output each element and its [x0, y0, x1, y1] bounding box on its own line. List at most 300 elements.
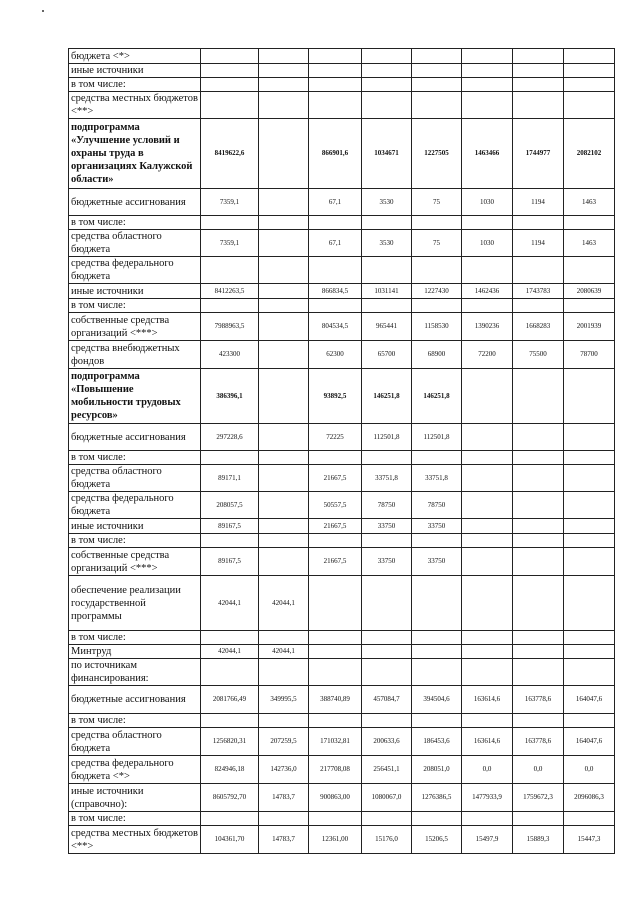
- value-cell: 14783,7: [259, 826, 309, 854]
- value-cell: [309, 64, 362, 78]
- value-cell: 21667,5: [309, 519, 362, 534]
- row-label: средства областного бюджета: [69, 465, 201, 492]
- value-cell: 423300: [201, 341, 259, 369]
- value-cell: [259, 714, 309, 728]
- value-cell: 67,1: [309, 230, 362, 257]
- value-cell: [259, 492, 309, 519]
- row-label: подпрограмма «Улучшение условий и охраны труда в организациях Калужской области»: [69, 119, 201, 189]
- table-row: [69, 826, 615, 854]
- row-label: бюджетные ассигнования: [69, 189, 201, 216]
- value-cell: [462, 645, 513, 659]
- value-cell: [201, 257, 259, 284]
- value-cell: 163778,6: [513, 728, 564, 756]
- row-label: средства местных бюджетов <**>: [69, 92, 201, 119]
- value-cell: [513, 576, 564, 631]
- value-cell: [412, 714, 462, 728]
- value-cell: 1030: [462, 189, 513, 216]
- value-cell: 208057,5: [201, 492, 259, 519]
- value-cell: 78750: [412, 492, 462, 519]
- value-cell: [259, 369, 309, 424]
- value-cell: [259, 465, 309, 492]
- value-cell: [564, 576, 615, 631]
- value-cell: [513, 49, 564, 64]
- value-cell: 75: [412, 189, 462, 216]
- value-cell: 2096086,3: [564, 784, 615, 812]
- value-cell: 65700: [362, 341, 412, 369]
- value-cell: 33751,8: [412, 465, 462, 492]
- value-cell: 14783,7: [259, 784, 309, 812]
- value-cell: 200633,6: [362, 728, 412, 756]
- value-cell: [513, 465, 564, 492]
- value-cell: [513, 216, 564, 230]
- value-cell: [412, 49, 462, 64]
- value-cell: [362, 451, 412, 465]
- row-label: средства федерального бюджета: [69, 492, 201, 519]
- value-cell: [564, 369, 615, 424]
- value-cell: 866834,5: [309, 284, 362, 299]
- row-label: в том числе:: [69, 534, 201, 548]
- value-cell: 804534,5: [309, 313, 362, 341]
- value-cell: [412, 64, 462, 78]
- value-cell: [309, 812, 362, 826]
- value-cell: 50557,5: [309, 492, 362, 519]
- value-cell: 0,0: [564, 756, 615, 784]
- table-row: [69, 299, 615, 313]
- value-cell: [259, 92, 309, 119]
- value-cell: [462, 216, 513, 230]
- value-cell: [462, 257, 513, 284]
- value-cell: 349995,5: [259, 686, 309, 714]
- value-cell: [362, 812, 412, 826]
- value-cell: 15889,3: [513, 826, 564, 854]
- value-cell: 207259,5: [259, 728, 309, 756]
- table-row: [69, 465, 615, 492]
- value-cell: [259, 299, 309, 313]
- value-cell: 15206,5: [412, 826, 462, 854]
- value-cell: 42044,1: [259, 576, 309, 631]
- table-row: [69, 313, 615, 341]
- table-row: [69, 284, 615, 299]
- row-label: средства областного бюджета: [69, 728, 201, 756]
- value-cell: [309, 659, 362, 686]
- value-cell: [309, 257, 362, 284]
- value-cell: 104361,70: [201, 826, 259, 854]
- value-cell: 33751,8: [362, 465, 412, 492]
- value-cell: [513, 451, 564, 465]
- value-cell: 163614,6: [462, 686, 513, 714]
- value-cell: [412, 659, 462, 686]
- value-cell: [201, 92, 259, 119]
- value-cell: [462, 492, 513, 519]
- value-cell: 1463: [564, 189, 615, 216]
- value-cell: [564, 812, 615, 826]
- value-cell: 21667,5: [309, 465, 362, 492]
- row-label: собственные средства организаций <***>: [69, 548, 201, 576]
- value-cell: [309, 534, 362, 548]
- row-label: в том числе:: [69, 299, 201, 313]
- value-cell: [462, 631, 513, 645]
- value-cell: [412, 631, 462, 645]
- value-cell: [362, 216, 412, 230]
- value-cell: 1031141: [362, 284, 412, 299]
- value-cell: [462, 812, 513, 826]
- value-cell: 1227430: [412, 284, 462, 299]
- value-cell: [259, 534, 309, 548]
- value-cell: 1276386,5: [412, 784, 462, 812]
- value-cell: 1744977: [513, 119, 564, 189]
- value-cell: [259, 451, 309, 465]
- value-cell: [462, 519, 513, 534]
- table-row: [69, 576, 615, 631]
- value-cell: [513, 92, 564, 119]
- value-cell: [362, 714, 412, 728]
- value-cell: [309, 451, 362, 465]
- table-row: [69, 714, 615, 728]
- value-cell: [362, 49, 412, 64]
- row-label: иные источники: [69, 519, 201, 534]
- scan-speck: [42, 10, 44, 12]
- value-cell: [412, 216, 462, 230]
- value-cell: [513, 645, 564, 659]
- value-cell: [513, 548, 564, 576]
- value-cell: 72200: [462, 341, 513, 369]
- table-row: [69, 728, 615, 756]
- value-cell: [259, 257, 309, 284]
- value-cell: 8412263,5: [201, 284, 259, 299]
- value-cell: 866901,6: [309, 119, 362, 189]
- row-label: иные источники: [69, 284, 201, 299]
- value-cell: 1194: [513, 230, 564, 257]
- value-cell: [564, 548, 615, 576]
- value-cell: 15447,3: [564, 826, 615, 854]
- value-cell: [462, 49, 513, 64]
- row-label: бюджетные ассигнования: [69, 686, 201, 714]
- value-cell: 164047,6: [564, 686, 615, 714]
- value-cell: 1158530: [412, 313, 462, 341]
- row-label: средства областного бюджета: [69, 230, 201, 257]
- value-cell: 33750: [362, 548, 412, 576]
- value-cell: 2081766,49: [201, 686, 259, 714]
- value-cell: [259, 519, 309, 534]
- value-cell: 93892,5: [309, 369, 362, 424]
- value-cell: [362, 631, 412, 645]
- value-cell: [462, 548, 513, 576]
- value-cell: 75: [412, 230, 462, 257]
- value-cell: 1668283: [513, 313, 564, 341]
- value-cell: [201, 534, 259, 548]
- value-cell: [462, 451, 513, 465]
- value-cell: 146251,8: [362, 369, 412, 424]
- value-cell: 33750: [362, 519, 412, 534]
- value-cell: [362, 299, 412, 313]
- value-cell: 2080639: [564, 284, 615, 299]
- value-cell: 163614,6: [462, 728, 513, 756]
- value-cell: 42044,1: [259, 645, 309, 659]
- value-cell: 388740,89: [309, 686, 362, 714]
- value-cell: 7359,1: [201, 230, 259, 257]
- value-cell: [462, 534, 513, 548]
- table-row: [69, 369, 615, 424]
- table-row: [69, 534, 615, 548]
- value-cell: [564, 645, 615, 659]
- value-cell: [462, 369, 513, 424]
- value-cell: [412, 92, 462, 119]
- table-row: [69, 548, 615, 576]
- value-cell: [362, 64, 412, 78]
- row-label: в том числе:: [69, 78, 201, 92]
- value-cell: [564, 78, 615, 92]
- table-row: [69, 230, 615, 257]
- value-cell: 1743783: [513, 284, 564, 299]
- value-cell: [564, 451, 615, 465]
- value-cell: 171032,81: [309, 728, 362, 756]
- value-cell: [309, 299, 362, 313]
- value-cell: [513, 78, 564, 92]
- row-label: бюджета <*>: [69, 49, 201, 64]
- value-cell: 15497,9: [462, 826, 513, 854]
- table-row: [69, 341, 615, 369]
- value-cell: 72225: [309, 424, 362, 451]
- value-cell: [309, 216, 362, 230]
- value-cell: 1080067,0: [362, 784, 412, 812]
- value-cell: [259, 216, 309, 230]
- value-cell: 15176,0: [362, 826, 412, 854]
- table-row: [69, 78, 615, 92]
- value-cell: [564, 659, 615, 686]
- value-cell: 217708,08: [309, 756, 362, 784]
- table-row: [69, 519, 615, 534]
- value-cell: 1034671: [362, 119, 412, 189]
- row-label: средства внебюджетных фондов: [69, 341, 201, 369]
- value-cell: [362, 257, 412, 284]
- table-row: [69, 686, 615, 714]
- value-cell: [513, 659, 564, 686]
- value-cell: [259, 313, 309, 341]
- table-row: [69, 492, 615, 519]
- value-cell: [201, 631, 259, 645]
- value-cell: 3530: [362, 230, 412, 257]
- value-cell: [513, 492, 564, 519]
- value-cell: [309, 714, 362, 728]
- table-row: [69, 451, 615, 465]
- value-cell: 89167,5: [201, 519, 259, 534]
- value-cell: [259, 424, 309, 451]
- budget-table: [68, 48, 615, 854]
- row-label: в том числе:: [69, 714, 201, 728]
- value-cell: [259, 631, 309, 645]
- table-row: [69, 189, 615, 216]
- value-cell: 33750: [412, 519, 462, 534]
- value-cell: 394504,6: [412, 686, 462, 714]
- value-cell: [259, 78, 309, 92]
- table-row: [69, 784, 615, 812]
- value-cell: 1462436: [462, 284, 513, 299]
- value-cell: 1477933,9: [462, 784, 513, 812]
- value-cell: [259, 284, 309, 299]
- value-cell: [362, 576, 412, 631]
- value-cell: [513, 369, 564, 424]
- table-row: [69, 92, 615, 119]
- row-label: подпрограмма «Повышение мобильности трудовых ресурсов»: [69, 369, 201, 424]
- value-cell: [462, 424, 513, 451]
- value-cell: [201, 78, 259, 92]
- value-cell: 142736,0: [259, 756, 309, 784]
- value-cell: [513, 534, 564, 548]
- row-label: средства федерального бюджета: [69, 257, 201, 284]
- value-cell: [564, 424, 615, 451]
- value-cell: [513, 257, 564, 284]
- value-cell: 1463466: [462, 119, 513, 189]
- table-row: [69, 812, 615, 826]
- row-label: в том числе:: [69, 812, 201, 826]
- value-cell: [362, 92, 412, 119]
- value-cell: [513, 812, 564, 826]
- value-cell: 112501,8: [412, 424, 462, 451]
- value-cell: 21667,5: [309, 548, 362, 576]
- value-cell: [412, 78, 462, 92]
- value-cell: 1759672,3: [513, 784, 564, 812]
- value-cell: [564, 492, 615, 519]
- value-cell: [462, 659, 513, 686]
- row-label: собственные средства организаций <***>: [69, 313, 201, 341]
- value-cell: [513, 714, 564, 728]
- table-row: [69, 49, 615, 64]
- value-cell: 256451,1: [362, 756, 412, 784]
- value-cell: [259, 64, 309, 78]
- value-cell: [201, 714, 259, 728]
- row-label: по источникам финансирования:: [69, 659, 201, 686]
- value-cell: [564, 299, 615, 313]
- value-cell: [309, 631, 362, 645]
- value-cell: 78750: [362, 492, 412, 519]
- value-cell: 3530: [362, 189, 412, 216]
- value-cell: [412, 812, 462, 826]
- value-cell: 89171,1: [201, 465, 259, 492]
- value-cell: [259, 812, 309, 826]
- value-cell: 1194: [513, 189, 564, 216]
- value-cell: 75500: [513, 341, 564, 369]
- value-cell: [309, 78, 362, 92]
- value-cell: [564, 216, 615, 230]
- value-cell: [513, 519, 564, 534]
- table-row: [69, 645, 615, 659]
- value-cell: [513, 64, 564, 78]
- value-cell: [462, 92, 513, 119]
- value-cell: 2001939: [564, 313, 615, 341]
- value-cell: 112501,8: [362, 424, 412, 451]
- value-cell: [513, 299, 564, 313]
- value-cell: [513, 631, 564, 645]
- value-cell: [362, 78, 412, 92]
- value-cell: [564, 714, 615, 728]
- value-cell: [309, 645, 362, 659]
- value-cell: 12361,00: [309, 826, 362, 854]
- value-cell: [259, 119, 309, 189]
- table-row: [69, 631, 615, 645]
- row-label: иные источники (справочно):: [69, 784, 201, 812]
- table-row: [69, 756, 615, 784]
- value-cell: 1390236: [462, 313, 513, 341]
- value-cell: 146251,8: [412, 369, 462, 424]
- value-cell: [462, 64, 513, 78]
- value-cell: 8605792,70: [201, 784, 259, 812]
- value-cell: [412, 534, 462, 548]
- value-cell: 68900: [412, 341, 462, 369]
- value-cell: 78700: [564, 341, 615, 369]
- row-label: средства местных бюджетов <**>: [69, 826, 201, 854]
- value-cell: [564, 519, 615, 534]
- budget-table-body: [69, 49, 615, 854]
- value-cell: 89167,5: [201, 548, 259, 576]
- value-cell: [412, 576, 462, 631]
- value-cell: [564, 257, 615, 284]
- value-cell: 900863,00: [309, 784, 362, 812]
- value-cell: 2082102: [564, 119, 615, 189]
- row-label: бюджетные ассигнования: [69, 424, 201, 451]
- value-cell: [309, 92, 362, 119]
- value-cell: [201, 64, 259, 78]
- value-cell: 8419622,6: [201, 119, 259, 189]
- table-row: [69, 64, 615, 78]
- table-row: [69, 216, 615, 230]
- value-cell: [462, 714, 513, 728]
- value-cell: [412, 257, 462, 284]
- value-cell: 7359,1: [201, 189, 259, 216]
- value-cell: [259, 659, 309, 686]
- value-cell: 42044,1: [201, 645, 259, 659]
- value-cell: [201, 299, 259, 313]
- value-cell: [259, 548, 309, 576]
- value-cell: [564, 631, 615, 645]
- value-cell: 164047,6: [564, 728, 615, 756]
- value-cell: [201, 216, 259, 230]
- value-cell: [462, 299, 513, 313]
- table-row: [69, 257, 615, 284]
- value-cell: [259, 49, 309, 64]
- value-cell: 163778,6: [513, 686, 564, 714]
- value-cell: [462, 465, 513, 492]
- row-label: обеспечение реализации государственной программы: [69, 576, 201, 631]
- value-cell: 386396,1: [201, 369, 259, 424]
- value-cell: [462, 78, 513, 92]
- value-cell: 457084,7: [362, 686, 412, 714]
- value-cell: [201, 49, 259, 64]
- row-label: Минтруд: [69, 645, 201, 659]
- table-row: [69, 119, 615, 189]
- value-cell: [201, 451, 259, 465]
- value-cell: [362, 659, 412, 686]
- value-cell: [362, 645, 412, 659]
- row-label: иные источники: [69, 64, 201, 78]
- value-cell: 1227505: [412, 119, 462, 189]
- value-cell: [513, 424, 564, 451]
- value-cell: 42044,1: [201, 576, 259, 631]
- value-cell: 62300: [309, 341, 362, 369]
- value-cell: [564, 49, 615, 64]
- value-cell: [412, 299, 462, 313]
- value-cell: 0,0: [513, 756, 564, 784]
- value-cell: 7988963,5: [201, 313, 259, 341]
- value-cell: [564, 64, 615, 78]
- value-cell: 0,0: [462, 756, 513, 784]
- value-cell: 1463: [564, 230, 615, 257]
- value-cell: [564, 534, 615, 548]
- value-cell: [362, 534, 412, 548]
- row-label: в том числе:: [69, 631, 201, 645]
- value-cell: 297228,6: [201, 424, 259, 451]
- value-cell: [201, 659, 259, 686]
- value-cell: 824946,18: [201, 756, 259, 784]
